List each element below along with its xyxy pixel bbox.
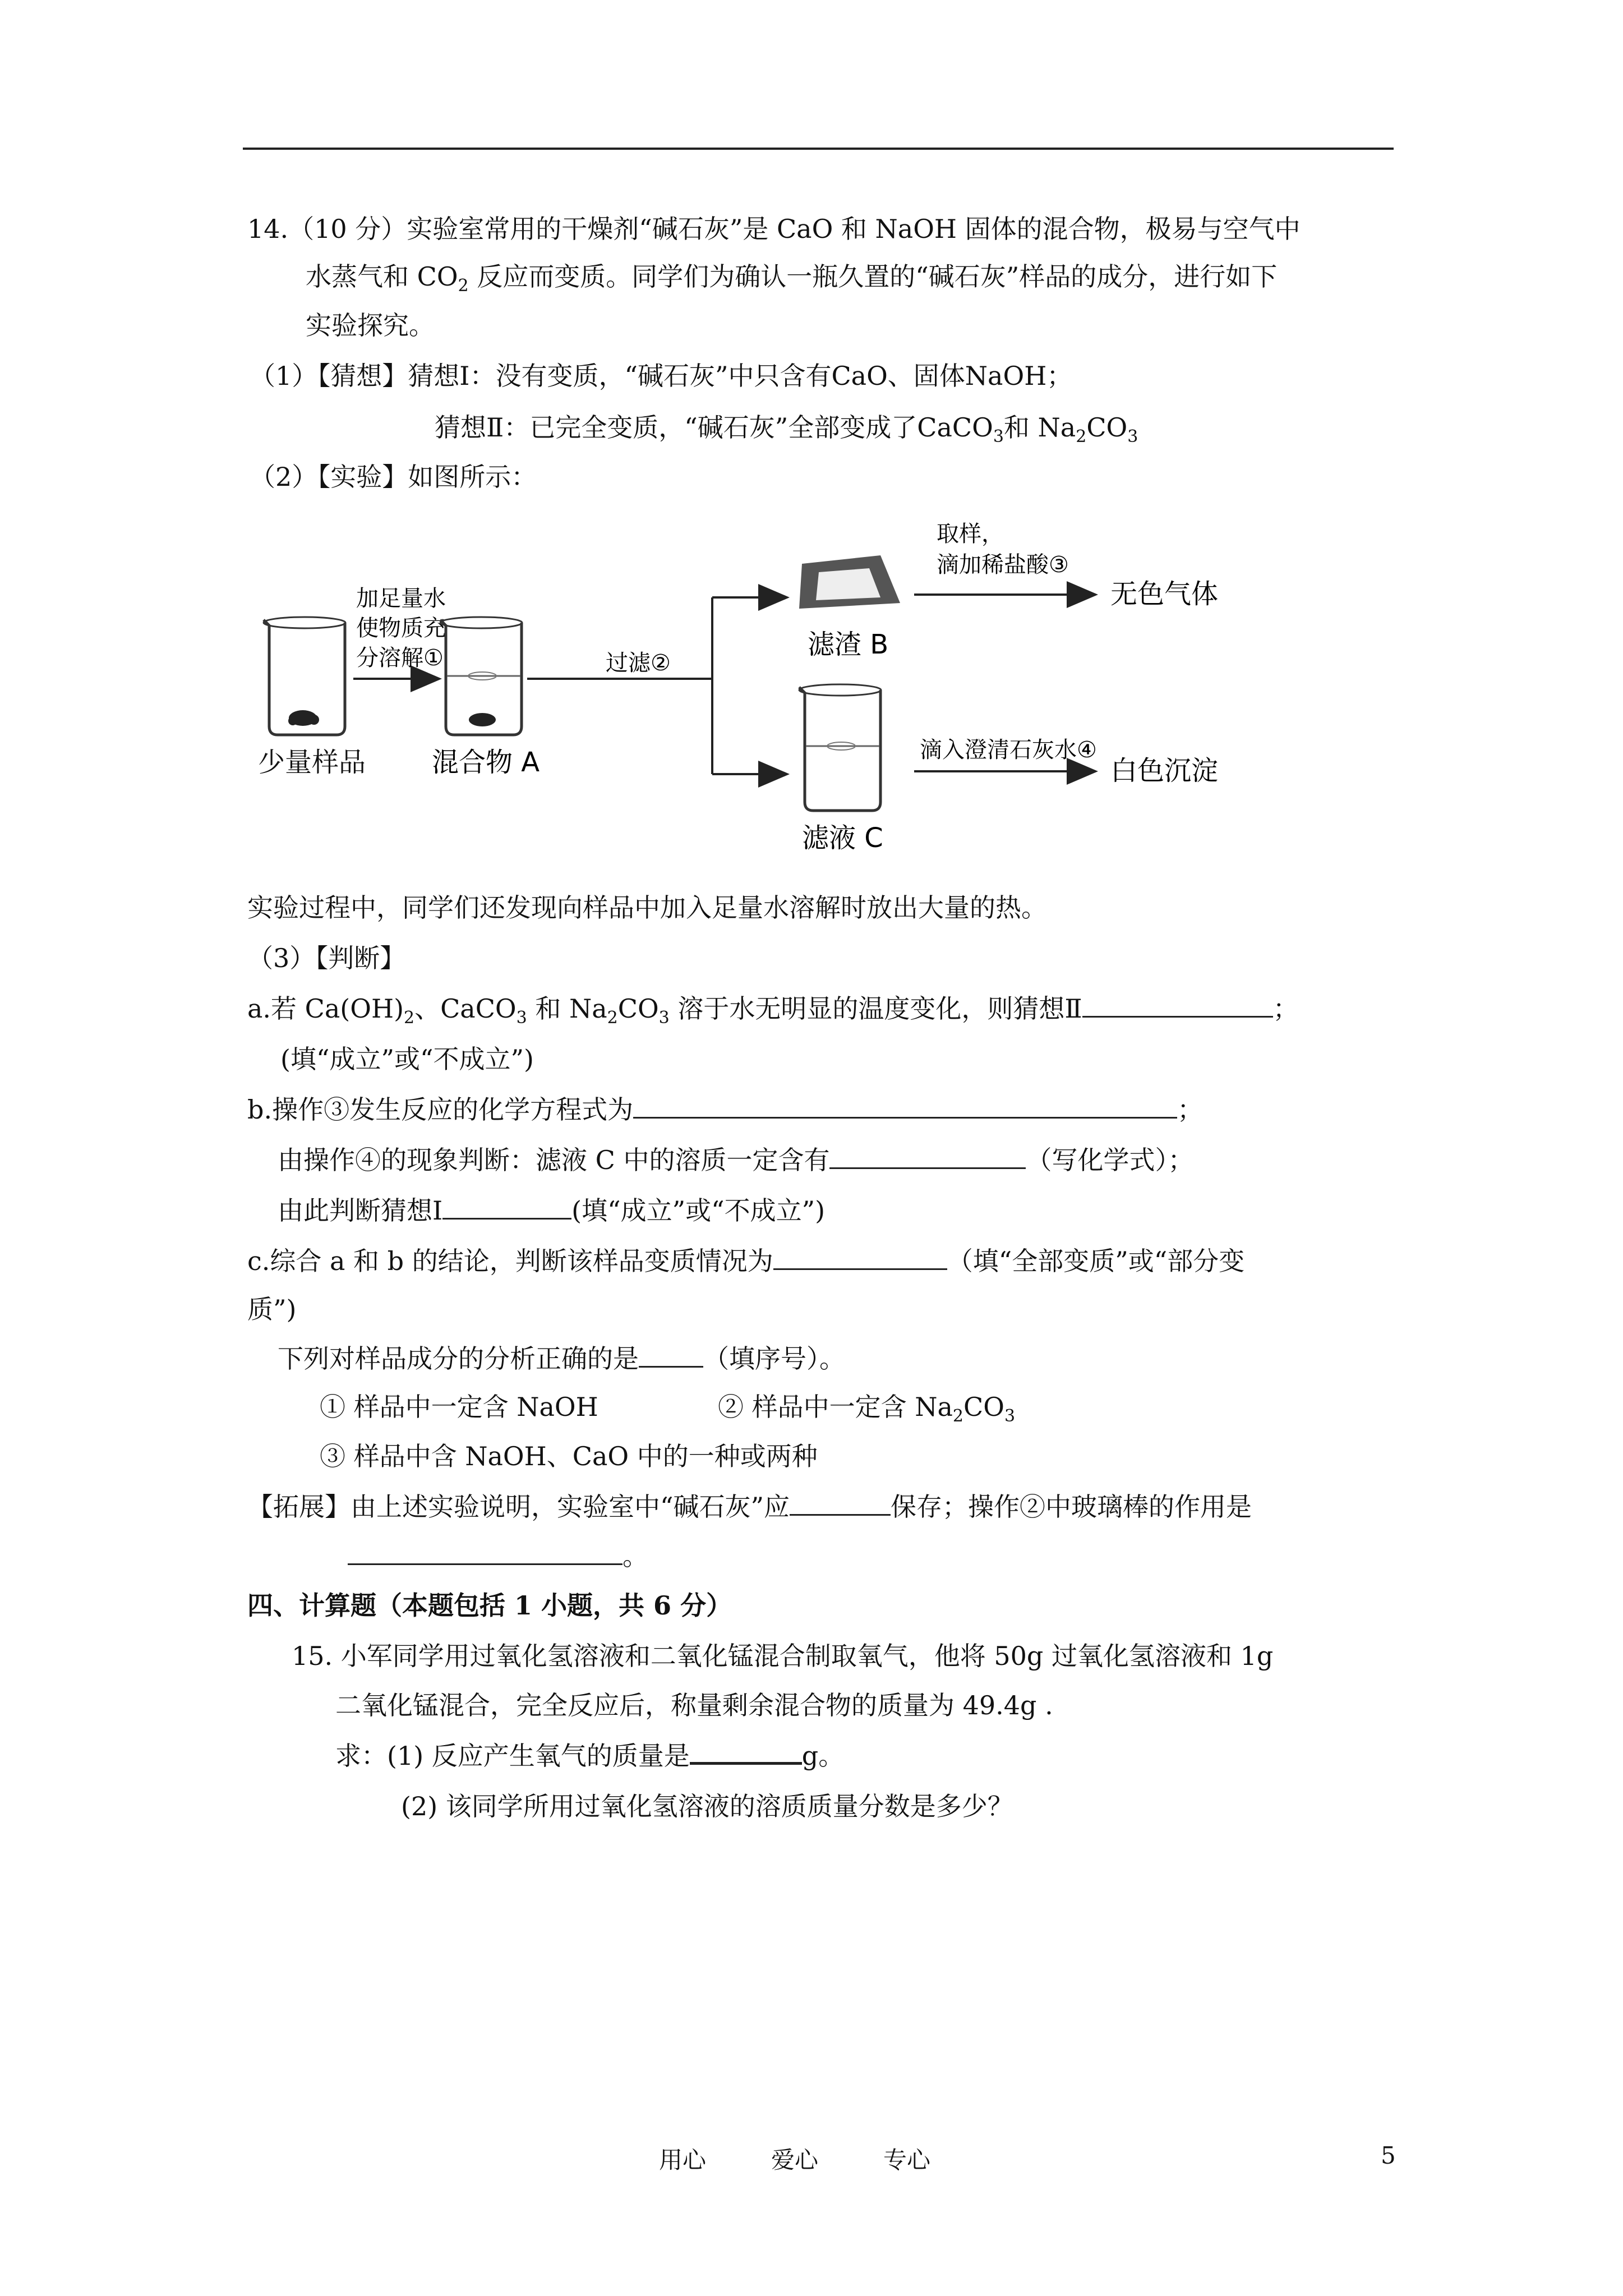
q14-line2: 水蒸气和 $CO_2$ 反应而变质。同学们为确认一瓶久置的“碱石灰”样品的成分，进行如下 bbox=[306, 261, 1278, 296]
extension-line1: 【拓展】由上述实验说明，实验室中“碱石灰”应 保存；操作②中玻璃棒的作用是 bbox=[247, 1492, 1252, 1522]
blank-storage[interactable] bbox=[790, 1492, 891, 1516]
judge-heading: （3）【判断】 bbox=[247, 943, 406, 973]
hypothesis-1: （1）【猜想】猜想Ⅰ：没有变质，“碱石灰”中只含有CaO、固体NaOH； bbox=[250, 361, 1073, 391]
q14-line1: 14.（10 分）实验室常用的干燥剂“碱石灰”是 CaO 和 NaOH 固体的混合物，极易与空气中 bbox=[247, 214, 1301, 244]
item-c-line1: c.综合 a 和 b 的结论，判断该样品变质情况为 （填“全部变质”或“部分变 bbox=[247, 1246, 1245, 1276]
page-number: 5 bbox=[1381, 2142, 1396, 2169]
beaker-filtrate-icon bbox=[799, 684, 881, 811]
label-precipitate: 白色沉淀 bbox=[1110, 755, 1219, 786]
blank-equation[interactable] bbox=[633, 1094, 1177, 1119]
blank-degradation[interactable] bbox=[773, 1246, 947, 1270]
blank-hypothesis1[interactable] bbox=[442, 1195, 571, 1220]
label-filter: 过滤② bbox=[606, 650, 671, 676]
item-a-line2: (填“成立”或“不成立”) bbox=[280, 1044, 534, 1074]
item-c-line2: 质”) bbox=[247, 1294, 297, 1324]
item-a-line1: a.若 $Ca(OH)_2$、CaCO$_3$ 和 $Na_2CO_3$ 溶于水无明显的温度变化，则猜想Ⅱ ； bbox=[247, 993, 1299, 1028]
item-b-line3: 由此判断猜想Ⅰ (填“成立”或“不成立”) bbox=[278, 1195, 826, 1226]
label-filtrate: 滤液 C bbox=[802, 822, 883, 854]
blank-glass-rod[interactable] bbox=[348, 1541, 623, 1565]
label-sample: 少量样品 bbox=[258, 747, 366, 778]
q15-line2: 二氧化锰混合，完全反应后，称量剩余混合物的质量为 49.4g . bbox=[335, 1690, 1053, 1720]
beaker-mixture-icon bbox=[440, 617, 522, 735]
blank-oxygen-mass[interactable] bbox=[690, 1740, 802, 1765]
experiment-flow-diagram bbox=[247, 508, 1284, 861]
option-3: ③ 样品中含 NaOH、CaO 中的一种或两种 bbox=[320, 1441, 818, 1471]
q15-line1: 15. 小军同学用过氧化氢溶液和二氧化锰混合制取氧气，他将 50g 过氧化氢溶液和 1g bbox=[292, 1641, 1274, 1671]
blank-solute[interactable] bbox=[829, 1145, 1026, 1169]
experiment-heading: （2）【实验】如图所示： bbox=[250, 462, 537, 492]
filter-paper-residue-icon bbox=[799, 555, 900, 609]
label-step1-a: 加足量水 bbox=[356, 586, 446, 611]
item-b-line2: 由操作④的现象判断：滤液 C 中的溶质一定含有 （写化学式）； bbox=[278, 1145, 1194, 1175]
extension-line2: 。 bbox=[348, 1539, 648, 1573]
footer-text-3: 专心 bbox=[883, 2146, 931, 2174]
option-1: ① 样品中一定含 NaOH bbox=[320, 1392, 598, 1422]
label-mixture: 混合物 A bbox=[432, 747, 540, 778]
label-step3-a: 取样， bbox=[937, 521, 1004, 547]
q14-line3: 实验探究。 bbox=[306, 310, 435, 341]
label-step1-b: 使物质充 bbox=[356, 615, 446, 641]
q15-line3: 求：(1) 反应产生氧气的质量是 g。 bbox=[335, 1741, 845, 1771]
q15-line4: (2) 该同学所用过氧化氢溶液的溶质质量分数是多少？ bbox=[401, 1791, 1013, 1821]
beaker-sample-icon bbox=[264, 617, 345, 735]
label-step1-c: 分溶解① bbox=[356, 645, 444, 671]
hypothesis-2: 猜想Ⅱ：已完全变质，“碱石灰”全部变成了CaCO$_3$和 $Na_2CO_3$ bbox=[435, 412, 1138, 447]
observation-text: 实验过程中，同学们还发现向样品中加入足量水溶解时放出大量的热。 bbox=[247, 892, 1047, 923]
label-step4: 滴入澄清石灰水④ bbox=[920, 737, 1097, 763]
section4-title: 四、计算题（本题包括 1 小题，共 6 分） bbox=[247, 1590, 732, 1621]
option-2: ② 样品中一定含 $Na_2CO_3$ bbox=[718, 1392, 1016, 1426]
label-residue: 滤渣 B bbox=[808, 629, 889, 660]
label-gas: 无色气体 bbox=[1110, 578, 1219, 610]
blank-choice[interactable] bbox=[639, 1343, 703, 1368]
item-b-line1: b.操作③发生反应的化学方程式为 ； bbox=[247, 1094, 1204, 1125]
header-rule bbox=[243, 148, 1394, 150]
blank-a[interactable] bbox=[1082, 993, 1273, 1018]
footer-text-1: 用心 bbox=[659, 2146, 707, 2174]
item-c-line3: 下列对样品成分的分析正确的是 （填序号）。 bbox=[278, 1343, 845, 1374]
label-step3-b: 滴加稀盐酸③ bbox=[937, 552, 1069, 578]
footer-text-2: 爱心 bbox=[771, 2146, 819, 2174]
